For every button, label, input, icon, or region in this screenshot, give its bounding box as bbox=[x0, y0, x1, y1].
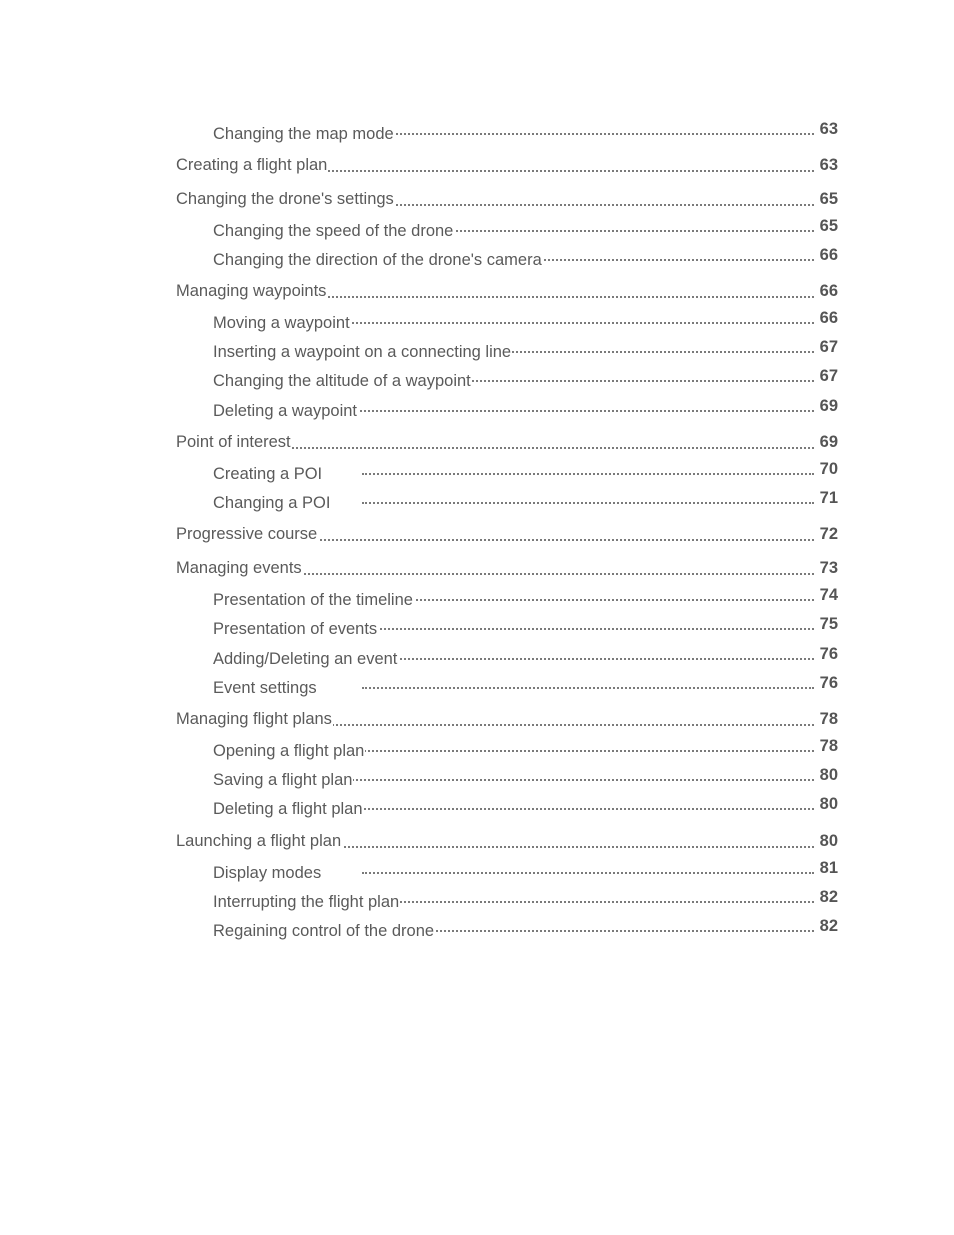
toc-entry-page: 63 bbox=[819, 156, 838, 174]
toc-entry-label: Changing a POI bbox=[213, 494, 331, 512]
toc-entry-label: Event settings bbox=[213, 679, 317, 697]
toc-entry-label: Saving a flight plan bbox=[213, 771, 353, 789]
toc-entry-page: 82 bbox=[819, 888, 838, 906]
toc-entry[interactable] bbox=[0, 460, 954, 484]
toc-entry-page: 69 bbox=[819, 433, 838, 451]
toc-entry-page: 78 bbox=[819, 737, 838, 755]
toc-entry[interactable] bbox=[0, 246, 954, 270]
toc-entry-label: Interrupting the flight plan bbox=[213, 893, 400, 911]
toc-entry-page: 76 bbox=[819, 645, 838, 663]
toc-entry[interactable] bbox=[0, 277, 954, 301]
toc-entry-page: 80 bbox=[819, 832, 838, 850]
toc-entry-page: 66 bbox=[819, 309, 838, 327]
dot-leader bbox=[362, 502, 814, 504]
toc-entry-label: Launching a flight plan bbox=[176, 832, 342, 850]
toc-entry[interactable] bbox=[0, 737, 954, 761]
toc-entry-label: Changing the altitude of a waypoint bbox=[213, 372, 471, 390]
dot-leader bbox=[362, 687, 814, 689]
toc-entry[interactable] bbox=[0, 120, 954, 144]
toc-entry[interactable] bbox=[0, 917, 954, 941]
toc-entry[interactable] bbox=[0, 795, 954, 819]
toc-entry-label: Changing the drone's settings bbox=[176, 190, 394, 208]
toc-entry-label: Changing the map mode bbox=[213, 125, 394, 143]
toc-entry[interactable] bbox=[0, 520, 954, 544]
toc-entry-page: 66 bbox=[819, 246, 838, 264]
toc-entry-page: 65 bbox=[819, 190, 838, 208]
toc-entry-page: 69 bbox=[819, 397, 838, 415]
toc-entry[interactable] bbox=[0, 705, 954, 729]
toc-entry-label: Point of interest bbox=[176, 433, 291, 451]
toc-entry[interactable] bbox=[0, 185, 954, 209]
toc-entry-page: 75 bbox=[819, 615, 838, 633]
toc-entry-label: Creating a flight plan bbox=[176, 156, 328, 174]
toc-entry-label: Presentation of events bbox=[213, 620, 378, 638]
toc-entry-label: Opening a flight plan bbox=[213, 742, 365, 760]
toc-entry-page: 67 bbox=[819, 338, 838, 356]
toc-entry-page: 63 bbox=[819, 120, 838, 138]
dot-leader bbox=[362, 473, 814, 475]
toc-entry[interactable] bbox=[0, 428, 954, 452]
toc-entry[interactable] bbox=[0, 151, 954, 175]
toc-entry-page: 82 bbox=[819, 917, 838, 935]
toc-entry-page: 65 bbox=[819, 217, 838, 235]
toc-entry-label: Presentation of the timeline bbox=[213, 591, 413, 609]
toc-entry[interactable] bbox=[0, 217, 954, 241]
toc-entry[interactable] bbox=[0, 489, 954, 513]
toc-entry-label: Regaining control of the drone bbox=[213, 922, 435, 940]
toc-entry[interactable] bbox=[0, 674, 954, 698]
toc-entry-label: Managing waypoints bbox=[176, 282, 327, 300]
toc-entry-label: Changing the speed of the drone bbox=[213, 222, 454, 240]
toc-entry-page: 80 bbox=[819, 795, 838, 813]
toc-entry[interactable] bbox=[0, 397, 954, 421]
toc-entry-page: 70 bbox=[819, 460, 838, 478]
toc-entry-page: 71 bbox=[819, 489, 838, 507]
toc-entry[interactable] bbox=[0, 615, 954, 639]
toc-entry[interactable] bbox=[0, 859, 954, 883]
toc-entry-label: Managing flight plans bbox=[176, 710, 332, 728]
toc-entry-label: Moving a waypoint bbox=[213, 314, 350, 332]
toc-entry-page: 80 bbox=[819, 766, 838, 784]
toc-entry[interactable] bbox=[0, 554, 954, 578]
toc-entry[interactable] bbox=[0, 827, 954, 851]
toc-entry-label: Display modes bbox=[213, 864, 322, 882]
toc-entry-page: 72 bbox=[819, 525, 838, 543]
toc-entry-page: 74 bbox=[819, 586, 838, 604]
toc-entry-label: Deleting a waypoint bbox=[213, 402, 358, 420]
toc-entry-label: Managing events bbox=[176, 559, 302, 577]
dot-leader bbox=[362, 872, 814, 874]
toc-entry[interactable] bbox=[0, 338, 954, 362]
toc-entry[interactable] bbox=[0, 888, 954, 912]
toc-entry-page: 76 bbox=[819, 674, 838, 692]
toc-entry-page: 73 bbox=[819, 559, 838, 577]
toc-entry-label: Progressive course bbox=[176, 525, 318, 543]
toc-entry-page: 81 bbox=[819, 859, 838, 877]
toc-entry[interactable] bbox=[0, 766, 954, 790]
toc-entry-label: Changing the direction of the drone's camera bbox=[213, 251, 542, 269]
toc-entry[interactable] bbox=[0, 367, 954, 391]
toc-entry-label: Deleting a flight plan bbox=[213, 800, 363, 818]
toc-entry-label: Inserting a waypoint on a connecting line bbox=[213, 343, 512, 361]
toc-entry-page: 67 bbox=[819, 367, 838, 385]
toc-entry-page: 78 bbox=[819, 710, 838, 728]
toc-entry[interactable] bbox=[0, 586, 954, 610]
toc-entry-label: Creating a POI bbox=[213, 465, 323, 483]
toc-entry[interactable] bbox=[0, 309, 954, 333]
toc-entry-page: 66 bbox=[819, 282, 838, 300]
toc-entry[interactable] bbox=[0, 645, 954, 669]
toc-entry-label: Adding/Deleting an event bbox=[213, 650, 398, 668]
